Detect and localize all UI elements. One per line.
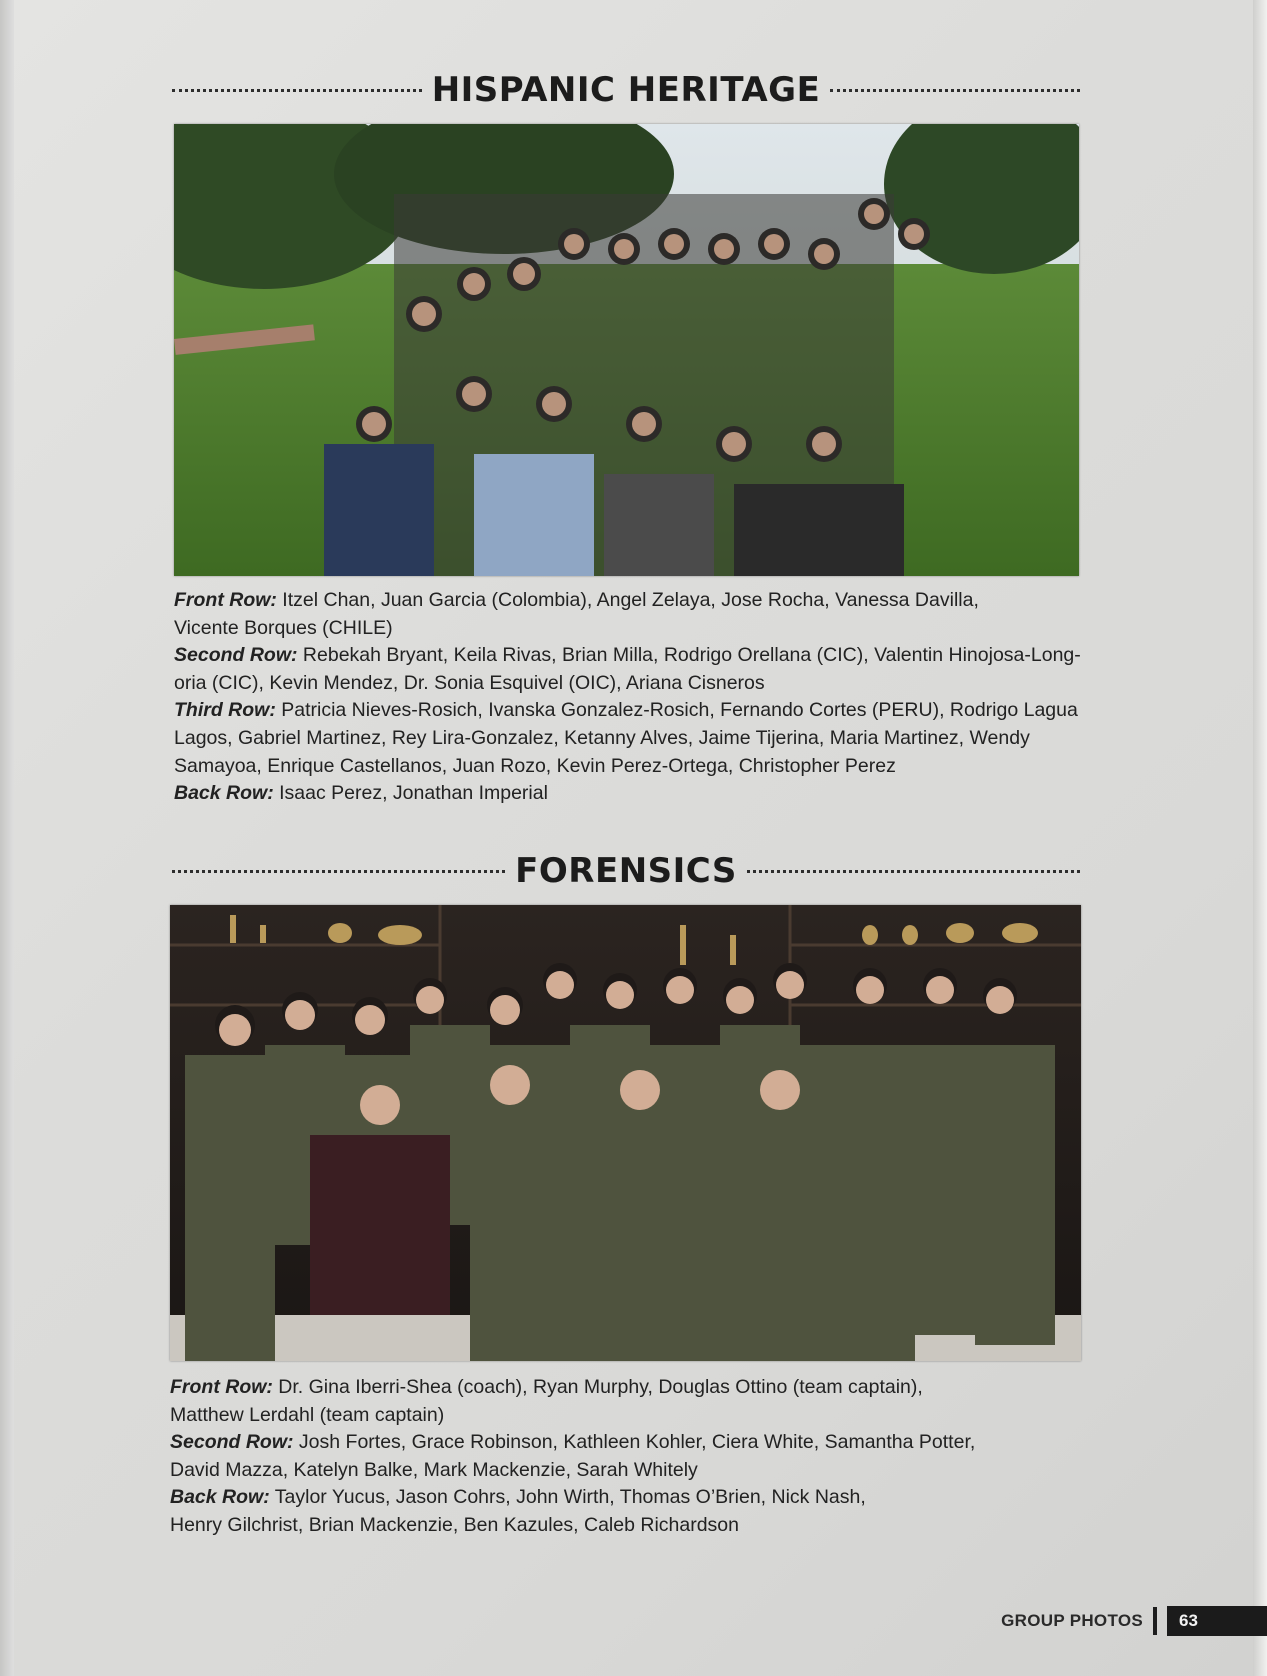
row-names: David Mazza, Katelyn Balke, Mark Mackenzie, Sarah Whitely bbox=[170, 1458, 698, 1481]
heading-dots-right bbox=[830, 89, 1080, 92]
row-label: Back Row: bbox=[174, 782, 274, 805]
caption-line bbox=[174, 615, 1174, 643]
caption-line bbox=[174, 725, 1174, 753]
row-label: Back Row: bbox=[170, 1486, 270, 1509]
heading-dots-left bbox=[172, 870, 505, 873]
heading-dots-right bbox=[747, 870, 1080, 873]
section-heading-forensics bbox=[172, 849, 1080, 893]
section-title: FORENSICS bbox=[515, 851, 737, 891]
caption-line bbox=[174, 587, 1174, 615]
row-label: Front Row: bbox=[170, 1376, 273, 1398]
caption-line bbox=[170, 1457, 1170, 1485]
row-label: Second Row: bbox=[174, 644, 298, 667]
row-names: Vicente Borques (CHILE) bbox=[174, 616, 393, 639]
footer-separator bbox=[1153, 1607, 1157, 1635]
row-label: Front Row: bbox=[174, 589, 277, 611]
row-names: oria (CIC), Kevin Mendez, Dr. Sonia Esquivel (OIC), Ariana Cisneros bbox=[174, 671, 765, 694]
row-names: Dr. Gina Iberri-Shea (coach), Ryan Murphy, Douglas Ottino (team captain), bbox=[272, 1376, 923, 1398]
section-title: HISPANIC HERITAGE bbox=[431, 70, 821, 110]
forensics-group-photo bbox=[170, 905, 1081, 1361]
row-names: Rebekah Bryant, Keila Rivas, Brian Milla, Rodrigo Orellana (CIC), Valentin Hinojosa-Long- bbox=[297, 644, 1081, 667]
page-number: 63 bbox=[1167, 1606, 1267, 1636]
row-names: Taylor Yucus, Jason Cohrs, John Wirth, Thomas O’Brien, Nick Nash, bbox=[269, 1486, 866, 1509]
caption-line bbox=[170, 1374, 1170, 1402]
caption-line bbox=[170, 1512, 1170, 1540]
row-names: Lagos, Gabriel Martinez, Rey Lira-Gonzalez, Ketanny Alves, Jaime Tijerina, Maria Martinez, Wendy bbox=[174, 726, 1030, 749]
row-label: Third Row: bbox=[174, 699, 276, 722]
caption-line bbox=[174, 670, 1174, 698]
row-names: Samayoa, Enrique Castellanos, Juan Rozo, Kevin Perez-Ortega, Christopher Perez bbox=[174, 754, 896, 777]
hispanic-heritage-caption bbox=[174, 587, 1174, 808]
row-names: Itzel Chan, Juan Garcia (Colombia), Angel Zelaya, Jose Rocha, Vanessa Davilla, bbox=[276, 589, 979, 611]
caption-line bbox=[174, 780, 1174, 808]
row-names: Josh Fortes, Grace Robinson, Kathleen Kohler, Ciera White, Samantha Potter, bbox=[293, 1431, 976, 1454]
caption-line bbox=[174, 697, 1174, 725]
hispanic-heritage-group-photo bbox=[174, 124, 1079, 576]
row-label: Second Row: bbox=[170, 1431, 294, 1454]
caption-line bbox=[170, 1402, 1170, 1430]
section-heading-hispanic-heritage bbox=[172, 68, 1080, 112]
row-names: Isaac Perez, Jonathan Imperial bbox=[273, 782, 548, 805]
row-names: Matthew Lerdahl (team captain) bbox=[170, 1403, 445, 1426]
footer-section-label: GROUP PHOTOS bbox=[1001, 1611, 1143, 1630]
caption-line bbox=[174, 753, 1174, 781]
page-right-edge bbox=[1253, 0, 1267, 1676]
page-footer bbox=[1001, 1606, 1267, 1636]
forensics-caption bbox=[170, 1374, 1170, 1540]
row-names: Henry Gilchrist, Brian Mackenzie, Ben Kazules, Caleb Richardson bbox=[170, 1513, 739, 1536]
caption-line bbox=[170, 1429, 1170, 1457]
page-left-edge bbox=[0, 0, 14, 1676]
caption-line bbox=[170, 1484, 1170, 1512]
heading-dots-left bbox=[172, 89, 422, 92]
row-names: Patricia Nieves-Rosich, Ivanska Gonzalez-Rosich, Fernando Cortes (PERU), Rodrigo Lagua bbox=[275, 699, 1078, 722]
caption-line bbox=[174, 642, 1174, 670]
